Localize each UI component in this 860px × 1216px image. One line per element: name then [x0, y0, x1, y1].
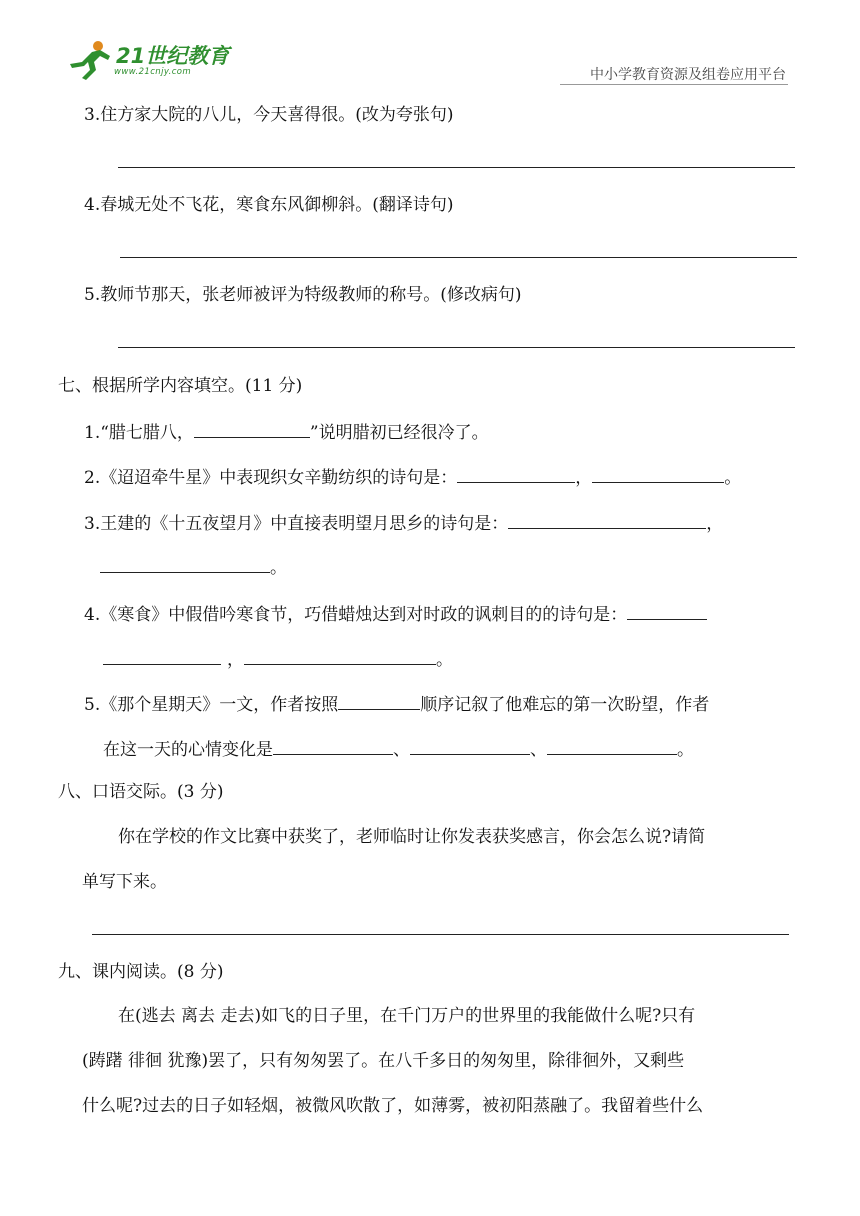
question-7-2 [84, 466, 741, 488]
q7-2-period: 。 [724, 468, 742, 488]
q7-5-sep-1: 、 [393, 740, 410, 760]
answer-line-8[interactable] [92, 934, 789, 935]
question-7-1 [84, 421, 489, 443]
q7-3-comma: ， [706, 514, 724, 534]
blank-7-4-a[interactable] [627, 603, 707, 620]
reading-line-3: 什么呢?过去的日子如轻烟，被微风吹散了，如薄雾，被初阳蒸融了。我留着些什么 [82, 1096, 704, 1116]
reading-line-2: (踌躇 徘徊 犹豫)罢了，只有匆匆罢了。在八千多日的匆匆里，除徘徊外，又剩些 [82, 1051, 685, 1071]
q7-1-text-a: 1.“腊七腊八， [84, 423, 194, 443]
blank-7-1[interactable] [194, 421, 310, 438]
question-6-4: 4.春城无处不飞花，寒食东风御柳斜。(翻译诗句) [84, 195, 454, 215]
blank-7-2-b[interactable] [592, 466, 724, 483]
running-figure-icon [64, 40, 112, 80]
question-7-4 [84, 603, 707, 625]
section-8-title: 八、口语交际。(3 分) [58, 782, 224, 802]
header-logo [64, 40, 234, 82]
q7-2-comma: ， [575, 468, 593, 488]
blank-7-2-a[interactable] [457, 466, 575, 483]
question-7-5-cont [103, 738, 694, 760]
blank-7-5-b[interactable] [273, 738, 393, 755]
blank-7-3-a[interactable] [508, 512, 706, 529]
answer-line-6-4[interactable] [120, 257, 797, 258]
logo-text: 21世纪教育 [116, 44, 230, 68]
blank-7-3-b[interactable] [100, 556, 270, 573]
blank-7-4-b[interactable] [103, 648, 221, 665]
blank-7-5-d[interactable] [547, 738, 677, 755]
question-7-5 [84, 693, 709, 715]
answer-line-6-5[interactable] [118, 347, 795, 348]
question-6-3: 3.住方家大院的八儿，今天喜得很。(改为夸张句) [84, 105, 454, 125]
answer-line-6-3[interactable] [118, 167, 795, 168]
q7-2-text-a: 2.《迢迢牵牛星》中表现织女辛勤纺织的诗句是： [84, 468, 458, 488]
blank-7-4-c[interactable] [244, 648, 436, 665]
section-8-prompt-line-2: 单写下来。 [82, 872, 167, 892]
q7-4-comma: ， [227, 650, 244, 670]
header-divider [560, 84, 788, 85]
q7-5-sep-2: 、 [530, 740, 547, 760]
q7-5-end: 。 [677, 740, 694, 760]
q7-5-text-a: 5.《那个星期天》一文，作者按照 [84, 695, 339, 715]
question-7-3 [84, 512, 723, 534]
q7-3-period: 。 [270, 558, 287, 578]
section-9-title: 九、课内阅读。(8 分) [58, 962, 224, 982]
question-7-4-cont [103, 648, 453, 670]
q7-4-period: 。 [436, 650, 453, 670]
platform-label: 中小学教育资源及组卷应用平台 [590, 67, 786, 83]
question-6-5: 5.教师节那天，张老师被评为特级教师的称号。(修改病句) [84, 285, 522, 305]
q7-5-text-c: 在这一天的心情变化是 [103, 740, 273, 760]
blank-7-5-a[interactable] [338, 693, 420, 710]
question-7-3-cont [100, 556, 287, 578]
q7-5-text-b: 顺序记叙了他难忘的第一次盼望，作者 [420, 695, 710, 715]
section-7-title: 七、根据所学内容填空。(11 分) [58, 376, 303, 396]
blank-7-5-c[interactable] [410, 738, 530, 755]
reading-line-1: 在(逃去 离去 走去)如飞的日子里，在千门万户的世界里的我能做什么呢?只有 [118, 1006, 696, 1026]
q7-1-text-b: ”说明腊初已经很冷了。 [309, 423, 489, 443]
section-8-prompt-line-1: 你在学校的作文比赛中获奖了，老师临时让你发表获奖感言，你会怎么说?请简 [118, 827, 706, 847]
q7-3-text-a: 3.王建的《十五夜望月》中直接表明望月思乡的诗句是： [84, 514, 509, 534]
q7-4-text-a: 4.《寒食》中假借吟寒食节，巧借蜡烛达到对时政的讽刺目的的诗句是： [84, 605, 628, 625]
logo-url: www.21cnjy.com [114, 67, 192, 77]
